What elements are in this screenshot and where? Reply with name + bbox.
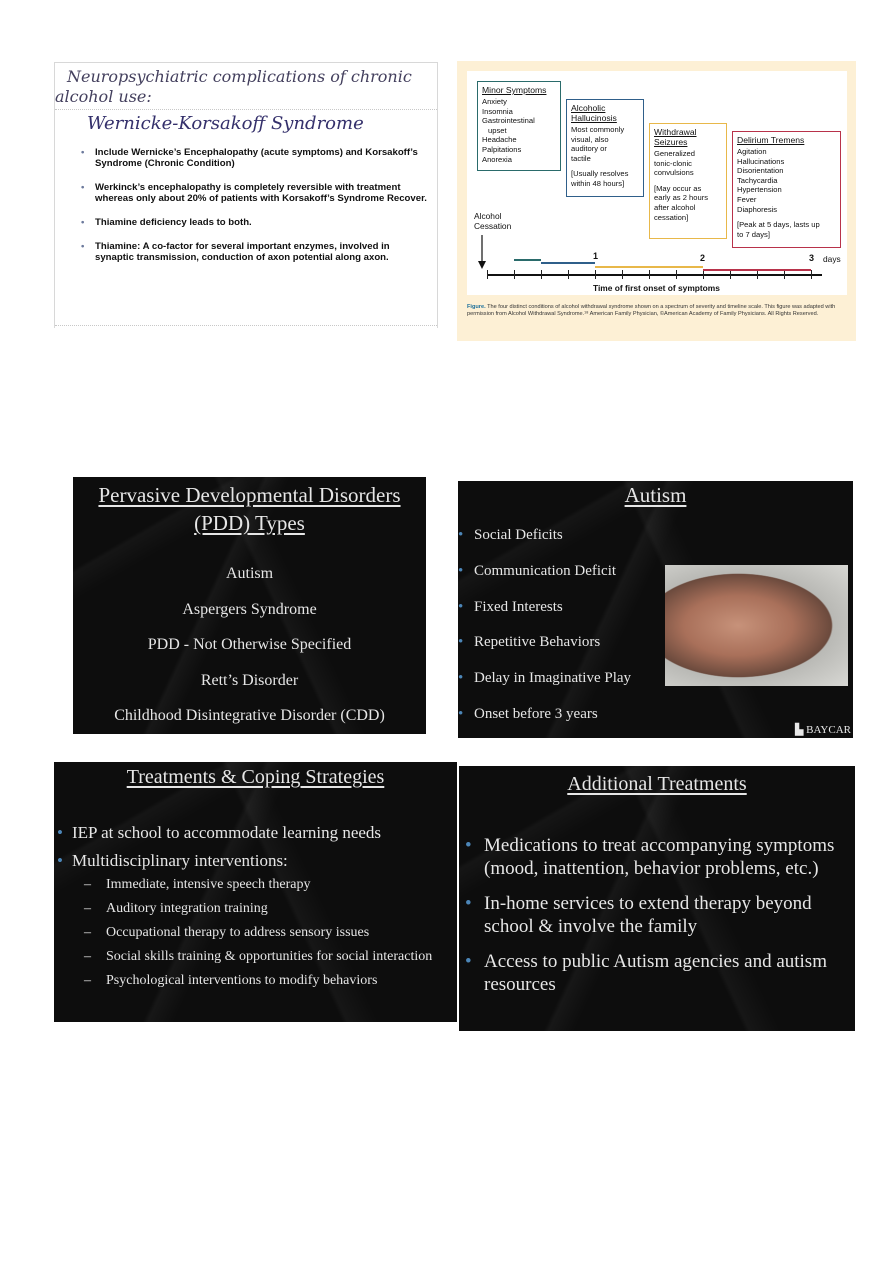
axis-label: Time of first onset of symptoms (593, 283, 720, 293)
tick (730, 270, 731, 279)
sub-list-item: – Occupational therapy to address sensory issues (54, 924, 436, 941)
list-item: • Social Deficits (458, 527, 631, 563)
tick (622, 270, 623, 279)
delirium-tremens-box: Delirium Tremens Agitation Hallucinations Disorientation Tachycardia Hypertension Fever Diaphoresis [Peak at 5 days, lasts up to 7 days] (732, 131, 841, 248)
slide-treatments-coping (54, 762, 457, 1022)
list-item: PDD - Not Otherwise Specified (147, 636, 352, 653)
withdrawal-seizures-box: Withdrawal Seizures Generalized tonic-clonic convulsions [May occur as early as 2 hours after alcohol cessation] (649, 123, 727, 239)
slide-withdrawal-figure (457, 61, 856, 341)
list-item: • Thiamine: A co-factor for several important enzymes, involved in synaptic transmission, conduction of axon potential along axon. (79, 241, 429, 263)
divider (55, 325, 437, 326)
slide-additional-treatments (459, 766, 855, 1031)
tick (568, 270, 569, 279)
hallucinosis-segment (541, 262, 595, 264)
list-item: Childhood Disintegrative Disorder (CDD) (114, 707, 385, 724)
minor-symptoms-segment (514, 259, 541, 261)
tick (514, 270, 515, 279)
delirium-tremens-segment (703, 269, 811, 271)
alcoholic-hallucinosis-box: Alcoholic Hallucinosis Most commonly visual, also auditory or tactile [Usually resolves within 48 hours] (566, 99, 644, 197)
days-label: days (823, 254, 841, 264)
seizures-segment (595, 266, 703, 268)
slide-title: Pervasive Developmental Disorders (PDD) Types (98, 483, 401, 535)
list-item: • Werkinck’s encephalopathy is completely reversible with treatment whereas only about 20% of patients with Korsakoff’s Syndrome Recover. (79, 182, 429, 204)
arrow-down-icon (477, 235, 489, 271)
slide-subtitle: Wernicke-Korsakoff Syndrome (87, 113, 364, 134)
slide-pdd-types (73, 477, 426, 734)
list-item: Autism (225, 565, 274, 582)
tick-label: 2 (700, 253, 706, 263)
list-item: • Thiamine deficiency leads to both. (79, 217, 429, 228)
sub-list-item: – Psychological interventions to modify behaviors (54, 972, 436, 989)
tick-label: 3 (809, 253, 815, 263)
sub-list-item: – Social skills training & opportunities for social interaction (54, 948, 436, 965)
list-item: • Delay in Imaginative Play (458, 670, 631, 706)
tick (649, 270, 650, 279)
slide-title: Treatments & Coping Strategies (126, 766, 385, 788)
list-item: • In-home services to extend therapy beyond school & involve the family (459, 892, 844, 938)
bullet-list (79, 147, 429, 276)
tick-label: 1 (593, 251, 599, 261)
figure-panel (467, 71, 847, 295)
cessation-label: Alcohol Cessation (474, 211, 512, 231)
logo: ▙ BAYCAR (794, 724, 851, 736)
slide-autism (458, 481, 853, 738)
timeline-axis (487, 274, 822, 276)
list-item: Aspergers Syndrome (182, 600, 317, 618)
list-item: • Access to public Autism agencies and autism resources (459, 950, 844, 996)
list-item: • IEP at school to accommodate learning needs (54, 820, 436, 846)
bullet-list (458, 527, 631, 738)
tick (676, 270, 677, 279)
tick (541, 270, 542, 279)
sub-list-item: – Immediate, intensive speech therapy (54, 876, 436, 893)
slide-title: Neuropsychiatric complications of chronic alcohol use: (55, 67, 412, 106)
list-item: • Fixed Interests (458, 599, 631, 635)
list-item: • Repetitive Behaviors (458, 634, 631, 670)
bullet-list (54, 820, 436, 989)
slide-wernicke-korsakoff (54, 62, 438, 328)
list-item: • Multidisciplinary interventions: (54, 848, 436, 874)
divider (55, 109, 437, 110)
list-item: • Include Wernicke’s Encephalopathy (acute symptoms) and Korsakoff’s Syndrome (Chronic Condition) (79, 147, 429, 169)
list-item: • Onset before 3 years (458, 706, 631, 738)
slide-title: Autism (624, 483, 687, 507)
pdd-type-list (73, 565, 426, 734)
list-item: • Medications to treat accompanying symptoms (mood, inattention, behavior problems, etc.) (459, 834, 844, 880)
tick (757, 270, 758, 279)
list-item: • Communication Deficit (458, 563, 631, 599)
tick (703, 270, 704, 279)
bullet-list (459, 834, 844, 1008)
tick (595, 270, 596, 279)
child-photo (665, 565, 848, 686)
slide-title: Additional Treatments (567, 773, 747, 795)
sub-list-item: – Auditory integration training (54, 900, 436, 917)
tick (487, 270, 488, 279)
list-item: Rett’s Disorder (200, 671, 299, 689)
tick (784, 270, 785, 279)
tick (811, 270, 812, 279)
figure-caption: Figure. The four distinct conditions of alcohol withdrawal syndrome shown on a spectrum of severity and timeline scale. This figure was adapted with permission from Alcohol Withdrawal Syndrome.¹⁸ American Family Physician, ©American Academy of Family Physicians. All Rights Reserved. (467, 304, 836, 318)
minor-symptoms-box: Minor Symptoms Anxiety Insomnia Gastrointestinal upset Headache Palpitations Anorexia (477, 81, 561, 171)
